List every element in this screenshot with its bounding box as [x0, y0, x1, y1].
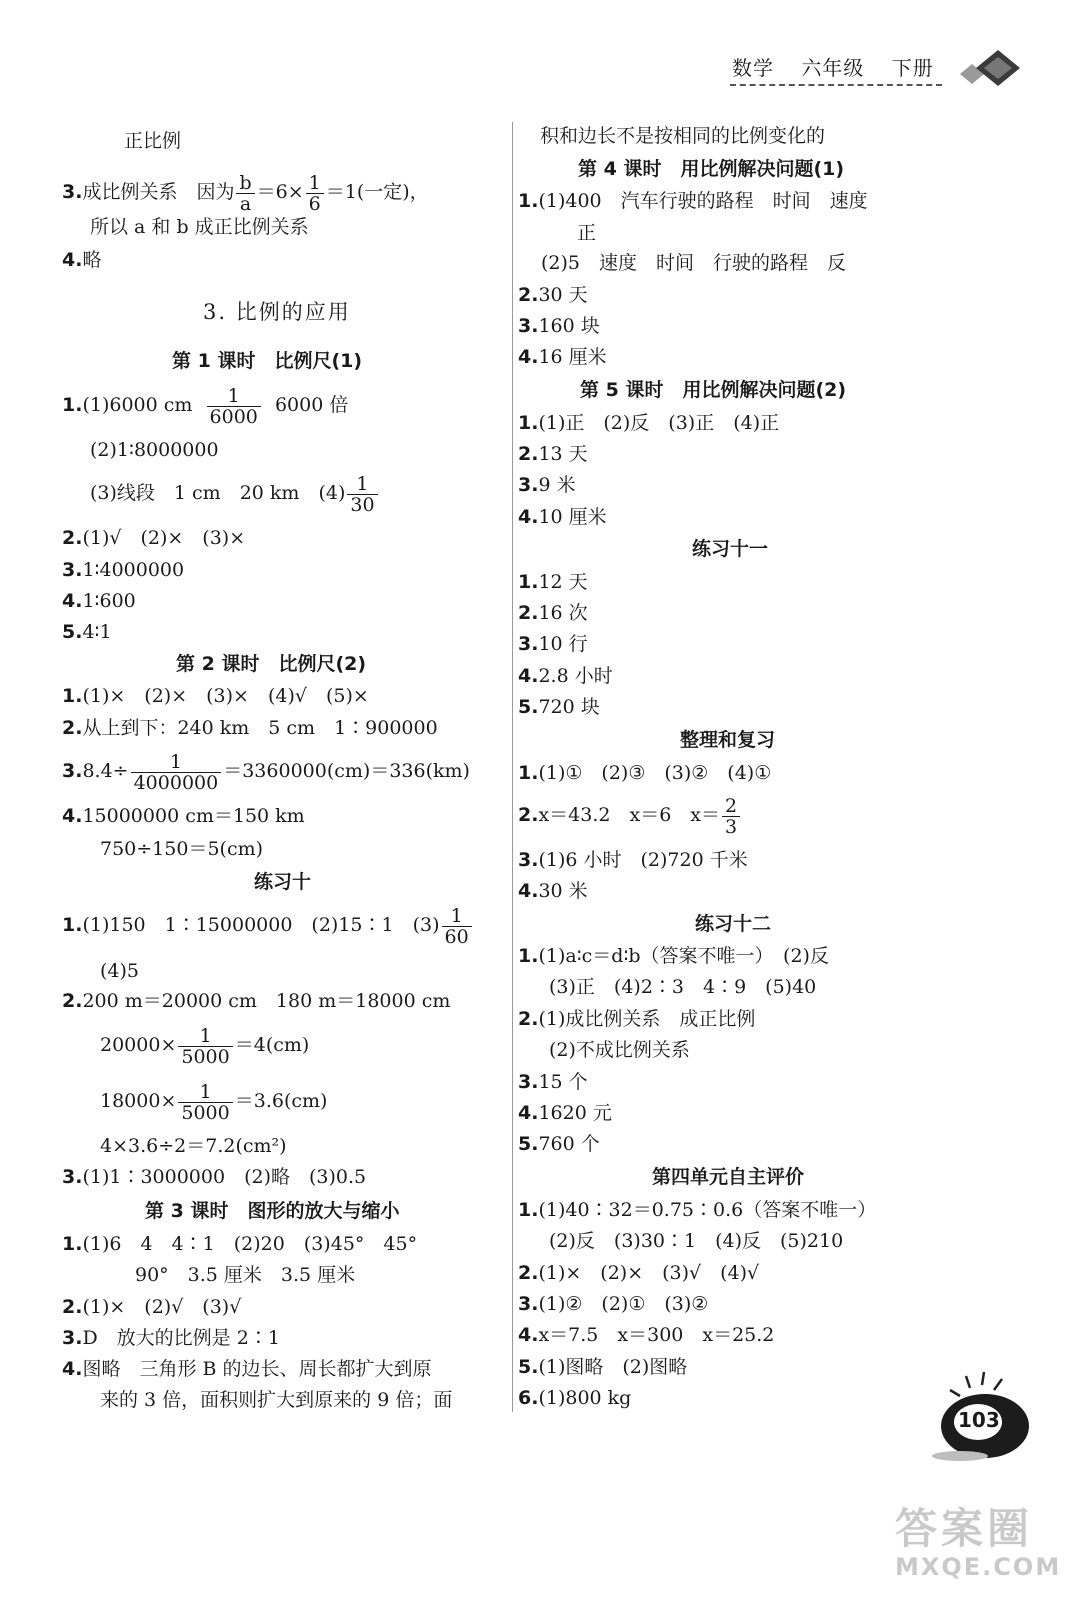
answer-line: 1.(1)150 1∶15000000 (2)15∶1 (3) $\frac{1}{60}$ — [62, 902, 474, 948]
header-rule — [730, 84, 942, 86]
answer-line: 3.成比例关系 因为 $\frac{b}{a}$ ＝6× $\frac{1}{6}$ ＝1(一定)， — [62, 171, 429, 215]
answer-line: 4.x＝7.5 x＝300 x＝25.2 — [518, 1324, 775, 1346]
answer-line: 1.(1)× (2)× (3)× (4)√ (5)× — [62, 685, 369, 707]
answer-line: 1.(1)a∶c＝d∶b（答案不唯一） (2)反 — [518, 945, 829, 967]
fraction: $\frac{1}{5000}$ — [178, 1026, 232, 1067]
fraction: $\frac{2}{3}$ — [722, 796, 740, 837]
answer-line: 3.1∶4000000 — [62, 559, 185, 581]
section-title: 练习十一 — [692, 538, 769, 560]
page-header — [732, 52, 954, 81]
fraction: $\frac{1}{60}$ — [442, 906, 472, 947]
answer-line: 4.略 — [62, 249, 102, 271]
answer-line: 5.4∶1 — [62, 621, 112, 643]
section-title: 整理和复习 — [680, 729, 776, 751]
section-title: 第 2 课时 比例尺(2) — [176, 653, 367, 675]
header-volume: 下册 — [891, 56, 934, 80]
fraction: $\frac{1}{30}$ — [347, 474, 377, 515]
answer-line: 正比例 — [124, 130, 182, 152]
answer-line: (2)不成比例关系 — [549, 1039, 690, 1061]
page-number: 103 — [958, 1408, 1000, 1432]
answer-line: 2.x＝43.2 x＝6 x＝ $\frac{2}{3}$ — [518, 792, 742, 838]
answer-line: 4.1∶600 — [62, 590, 136, 612]
answer-line: 3.(1)② (2)① (3)② — [518, 1293, 709, 1315]
section-title: 第 5 课时 用比例解决问题(2) — [580, 379, 847, 401]
answer-line: 1.(1)6 4 4∶1 (2)20 (3)45° 45° — [62, 1233, 418, 1255]
answer-line: 2.16 次 — [518, 602, 588, 624]
answer-line: 1.(1)正 (2)反 (3)正 (4)正 — [518, 412, 780, 434]
answer-line: 1.(1)400 汽车行驶的路程 时间 速度 — [518, 190, 868, 212]
answer-line: 2.(1)× (2)√ (3)√ — [62, 1296, 242, 1318]
watermark — [895, 1505, 1061, 1581]
answer-line: 2.(1)成比例关系 成正比例 — [518, 1008, 756, 1030]
answer-line: 2.13 天 — [518, 443, 588, 465]
answer-line: 2.(1)√ (2)× (3)× — [62, 527, 246, 549]
fraction: $\frac{1}{4000000}$ — [131, 752, 222, 793]
answer-line: (3)线段 1 cm 20 km (4) $\frac{1}{30}$ — [90, 470, 380, 516]
section-title: 第四单元自主评价 — [652, 1166, 805, 1188]
answer-line: 3.(1)1∶3000000 (2)略 (3)0.5 — [62, 1166, 367, 1188]
answer-line: 所以 a 和 b 成正比例关系 — [90, 216, 309, 238]
answer-line: 750÷150＝5(cm) — [100, 838, 264, 860]
answer-line: (2)1∶8000000 — [90, 439, 219, 461]
answer-line: 20000× $\frac{1}{5000}$ ＝4(cm) — [100, 1024, 310, 1068]
answer-line: 积和边长不是按相同的比例变化的 — [540, 125, 826, 147]
answer-line: 2.200 m＝20000 cm 180 m＝18000 cm — [62, 990, 451, 1012]
answer-line: 4.图略 三角形 B 的边长、周长都扩大到原 — [62, 1358, 432, 1380]
fraction: $\frac{1}{5000}$ — [178, 1082, 232, 1123]
answer-line: 4.1620 元 — [518, 1102, 612, 1124]
header-subject: 数学 — [732, 56, 774, 80]
answer-line: 90° 3.5 厘米 3.5 厘米 — [135, 1264, 356, 1286]
answer-line: 1.(1)① (2)③ (3)② (4)① — [518, 762, 772, 784]
answer-line: 5.760 个 — [518, 1133, 600, 1155]
unit-title: 3. 比例的应用 — [203, 300, 351, 324]
answer-line: 4.10 厘米 — [518, 506, 607, 528]
answer-line: 5.720 块 — [518, 696, 600, 718]
answer-line: 1.12 天 — [518, 571, 588, 593]
section-title: 练习十 — [254, 871, 312, 893]
answer-line: (4)5 — [100, 960, 140, 982]
answer-line: 4.16 厘米 — [518, 346, 607, 368]
answer-line: 3.D 放大的比例是 2∶1 — [62, 1327, 280, 1349]
answer-line: 1.(1)40∶32＝0.75∶0.6（答案不唯一） — [518, 1199, 877, 1221]
fraction: $\frac{b}{a}$ — [236, 173, 254, 214]
answer-line: 3.10 行 — [518, 633, 588, 655]
section-title: 第 3 课时 图形的放大与缩小 — [145, 1200, 400, 1222]
answer-line: 6.(1)800 kg — [518, 1387, 632, 1409]
answer-line: (2)5 速度 时间 行驶的路程 反 — [541, 252, 847, 274]
answer-line: 3.(1)6 小时 (2)720 千米 — [518, 849, 748, 871]
header-grade: 六年级 — [801, 56, 865, 80]
section-title: 练习十二 — [695, 913, 772, 935]
answer-line: 4.15000000 cm＝150 km — [62, 805, 305, 827]
column-divider — [512, 122, 513, 1412]
answer-line: 3.160 块 — [518, 315, 600, 337]
answer-line: 4.2.8 小时 — [518, 665, 613, 687]
section-title: 第 4 课时 用比例解决问题(1) — [578, 158, 845, 180]
fraction: $\frac{1}{6000}$ — [207, 386, 261, 427]
answer-line: 4.30 米 — [518, 880, 588, 902]
answer-line: 2.30 天 — [518, 284, 588, 306]
answer-line: 3.9 米 — [518, 474, 576, 496]
answer-line: 4×3.6÷2＝7.2(cm²) — [100, 1135, 287, 1157]
answer-line: 5.(1)图略 (2)图略 — [518, 1356, 688, 1378]
answer-line: 3.8.4÷ $\frac{1}{4000000}$ ＝3360000(cm)＝336(km) — [62, 750, 470, 794]
answer-line: 2.(1)× (2)× (3)√ (4)√ — [518, 1262, 760, 1284]
answer-line: (2)反 (3)30∶1 (4)反 (5)210 — [549, 1230, 844, 1252]
section-title: 第 1 课时 比例尺(1) — [172, 350, 363, 372]
fraction: $\frac{1}{6}$ — [306, 173, 324, 214]
watermark-url: MXQE.COM — [895, 1553, 1062, 1581]
header-diamond-icon — [954, 48, 1026, 90]
answer-line: 正 — [577, 222, 597, 244]
answer-line: 18000× $\frac{1}{5000}$ ＝3.6(cm) — [100, 1080, 328, 1124]
answer-line: (3)正 (4)2∶3 4∶9 (5)40 — [549, 976, 817, 998]
answer-line: 来的 3 倍，面积则扩大到原来的 9 倍；面 — [100, 1389, 453, 1411]
answer-line: 1.(1)6000 cm $\frac{1}{6000}$ 6000 倍 — [62, 384, 349, 428]
answer-line: 3.15 个 — [518, 1071, 588, 1093]
watermark-title: 答案圈 — [895, 1504, 1034, 1553]
answer-line: 2.从上到下：240 km 5 cm 1∶900000 — [62, 717, 438, 739]
